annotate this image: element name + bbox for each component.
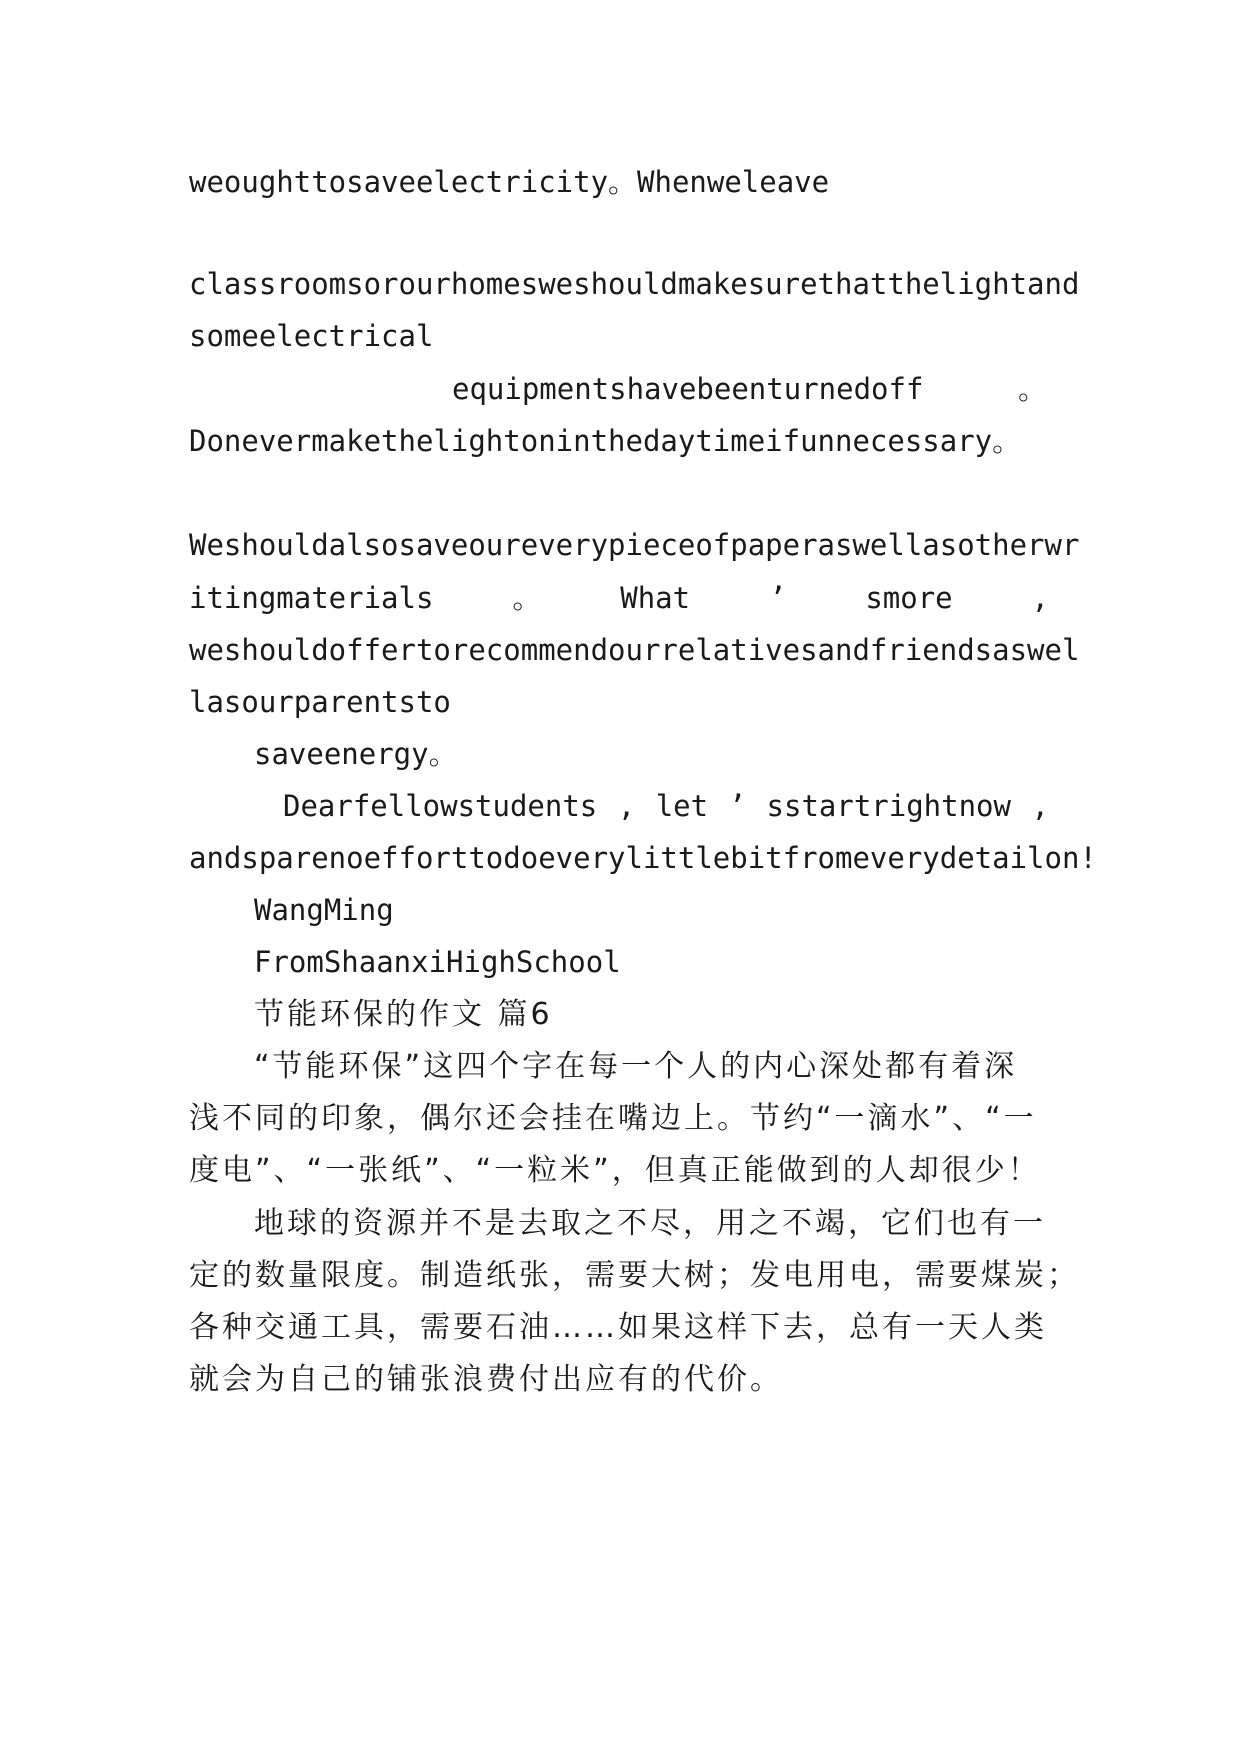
paragraph-line: “节能环保”这四个字在每一个人的内心深处都有着深 <box>254 1049 1018 1084</box>
text-word: What <box>620 581 691 615</box>
text-word: Dearfellowstudents <box>283 789 598 823</box>
text-line: saveenergy。 <box>254 737 458 771</box>
text-word: , <box>1031 581 1049 615</box>
text-word: itingmaterials <box>189 581 434 615</box>
paragraph-line: 定的数量限度。制造纸张，需要大树；发电用电，需要煤炭； <box>189 1258 1080 1293</box>
paragraph-line: 就会为自己的铺张浪费付出应有的代价。 <box>189 1362 783 1397</box>
text-word: ’ <box>768 581 787 615</box>
text-word: , <box>1031 789 1049 823</box>
paragraph-line: 浅不同的印象，偶尔还会挂在嘴边上。节约“一滴水”、“一 <box>189 1101 1037 1136</box>
text-line: Weshouldalsosaveoureverypieceofpaperaswellasotherwr <box>189 528 1080 562</box>
text-word: ’ <box>728 789 747 823</box>
justified-line <box>283 786 1049 826</box>
essay-heading: 节能环保的作文 篇6 <box>254 997 553 1032</box>
text-word: sstartrightnow <box>766 789 1011 823</box>
text-line: lasourparentsto <box>189 685 451 719</box>
text-punctuation: 。 <box>1018 372 1048 406</box>
paragraph-line: 度电”、“一张纸”、“一粒米”，但真正能做到的人却很少！ <box>189 1153 1041 1188</box>
text-word: smore <box>865 581 953 615</box>
text-word: 。 <box>512 581 542 615</box>
paragraph-line: 地球的资源并不是去取之不尽，用之不竭，它们也有一 <box>254 1206 1046 1241</box>
text-line: weshouldoffertorecommendourrelativesandfriendsaswel <box>189 633 1080 667</box>
signature-school: FromShaanxiHighSchool <box>254 945 621 979</box>
paragraph-line: 各种交通工具，需要石油……如果这样下去，总有一天人类 <box>189 1310 1047 1345</box>
text-line: classroomsorourhomesweshouldmakesurethatthelightand <box>189 267 1080 301</box>
justified-line <box>189 578 1049 618</box>
text-line: andsparenoefforttodoeverylittlebitfromeverydetailon! <box>189 841 1097 875</box>
text-word: let <box>655 789 709 823</box>
signature-name: WangMing <box>254 893 394 927</box>
text-line: someelectrical <box>189 319 434 353</box>
text-line: equipmentshavebeenturnedoff <box>452 372 924 406</box>
text-line: weoughttosaveelectricity。Whenweleave <box>189 165 830 199</box>
text-line: Donevermakethelightoninthedaytimeifunnecessary。 <box>189 424 1022 458</box>
text-word: , <box>617 789 636 823</box>
